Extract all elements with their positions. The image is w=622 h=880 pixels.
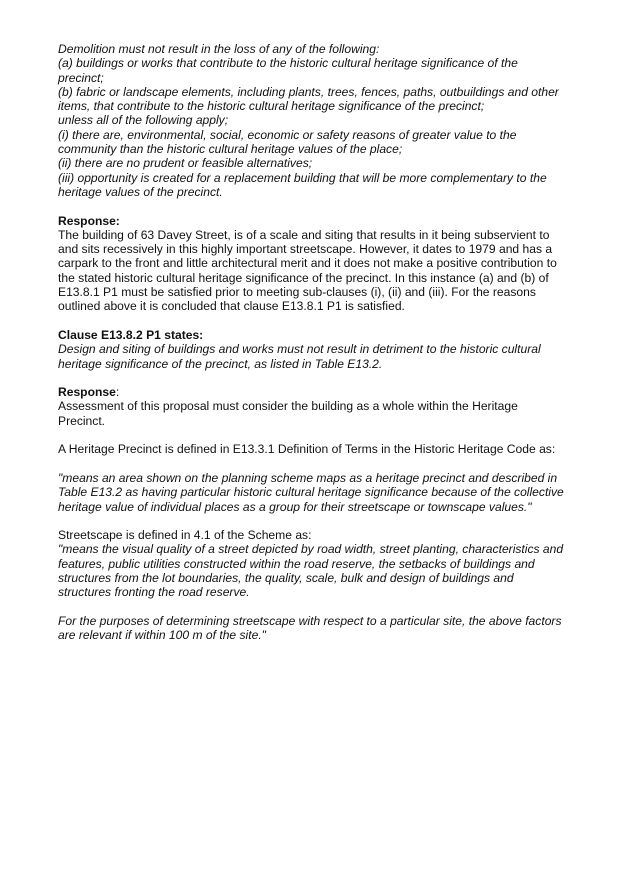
response-body: The building of 63 Davey Street, is of a scale and siting that results in it being subservient to and sits recessively in this highly important streetscape. However, it dates to 1979 and has a carpark to the front and little architectural merit and it does not make a positive contribution to the stated historic cultural heritage significance of the precinct. In this instance (a) and (b) of E13.8.1 P1 must be satisfied prior to meeting sub-clauses (i), (ii) and (iii). For the reasons outlined above it is concluded that clause E13.8.1 P1 is satisfied. xyxy=(58,227,557,314)
streetscape-definition xyxy=(58,528,566,599)
precinct-definition-quote: "means an area shown on the planning scheme maps as a heritage precinct and described in Table E13.2 as having particular historic cultural heritage significance because of the collective heritage value of individual places as a group for their streetscape or townscape values." xyxy=(58,470,564,514)
response-heading: Response xyxy=(58,385,116,400)
streetscape-definition-intro: Streetscape is defined in 4.1 of the Scheme as: xyxy=(58,528,312,543)
precinct-definition-intro: A Heritage Precinct is defined in E13.3.1 Definition of Terms in the Historic Heritage Code as: xyxy=(58,442,556,457)
response-heading: Response: xyxy=(58,213,120,228)
demolition-item-b: (b) fabric or landscape elements, including plants, trees, fences, paths, outbuildings and other items, that contribute to the historic cultural heritage significance of the precinct; xyxy=(58,84,559,114)
demolition-item-iii: (iii) opportunity is created for a replacement building that will be more complementary to the heritage values of the precinct. xyxy=(58,170,547,199)
demolition-clause xyxy=(58,42,566,199)
streetscape-definition-quote: "means the visual quality of a street depicted by road width, street planting, characteristics and features, public utilities constructed within the road reserve, the setbacks of buildings and structures from the lot boundaries, the quality, scale, bulk and design of buildings and structures fronting the road reserve. xyxy=(58,542,564,600)
demolition-item-ii: (ii) there are no prudent or feasible alternatives; xyxy=(58,156,313,171)
streetscape-purpose-note: For the purposes of determining streetscape with respect to a particular site, the above factors are relevant if within 100 m of the site." xyxy=(58,613,562,643)
demolition-item-a: (a) buildings or works that contribute to the historic cultural heritage significance of the precinct; xyxy=(58,56,518,85)
clause-section xyxy=(58,328,566,371)
response-heading-colon: : xyxy=(115,385,120,400)
demolition-item-i: (i) there are, environmental, social, economic or safety reasons of greater value to the community than the historic cultural heritage values of the place; xyxy=(58,127,517,157)
document-page xyxy=(58,42,566,642)
response-heading-line xyxy=(58,385,566,399)
response-body: Assessment of this proposal must consider the building as a whole within the Heritage Precinct. xyxy=(58,399,518,428)
demolition-intro: Demolition must not result in the loss of any of the following: xyxy=(58,42,380,56)
response-section-2 xyxy=(58,385,566,428)
demolition-unless: unless all of the following apply; xyxy=(58,113,229,128)
clause-heading: Clause E13.8.2 P1 states: xyxy=(58,327,204,342)
response-section-1 xyxy=(58,214,566,314)
clause-body: Design and siting of buildings and works must not result in detriment to the historic cultural heritage significance of the precinct, as listed in Table E13.2. xyxy=(58,342,541,371)
